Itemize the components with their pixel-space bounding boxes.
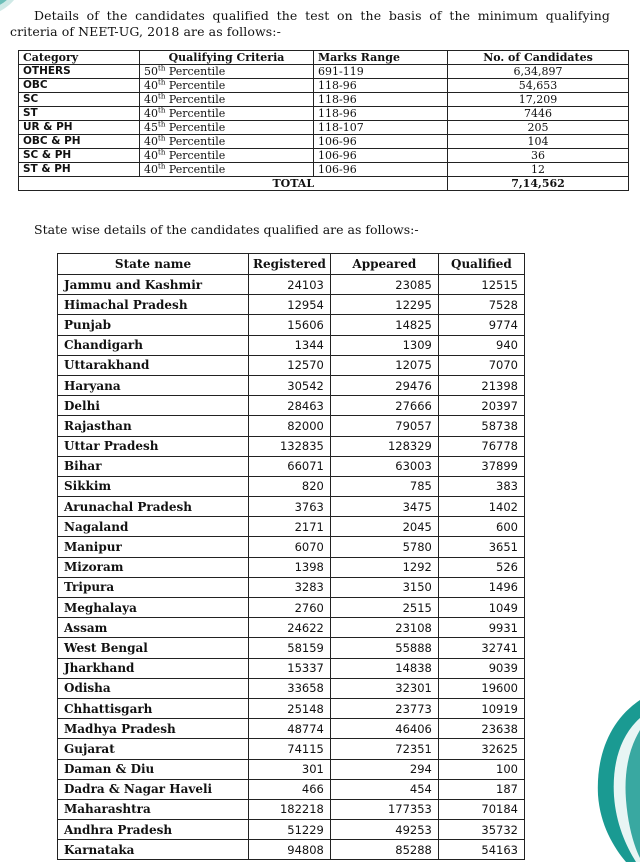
- registered-count: 15337: [249, 658, 331, 678]
- registered-count: 12570: [249, 355, 331, 375]
- qualified-count: 23638: [438, 719, 524, 739]
- appeared-count: 1309: [330, 335, 438, 355]
- appeared-count: 63003: [330, 456, 438, 476]
- header-criteria: Qualifying Criteria: [140, 51, 314, 65]
- state-row: [58, 517, 525, 537]
- registered-count: 33658: [249, 678, 331, 698]
- state-name: Karnataka: [58, 840, 249, 860]
- marks-range: 106-96: [314, 163, 448, 177]
- state-name: Haryana: [58, 375, 249, 395]
- registered-count: 182218: [249, 799, 331, 819]
- qualifying-criteria: [140, 163, 314, 177]
- state-table: [57, 253, 525, 860]
- state-row: [58, 537, 525, 557]
- candidate-count: 12: [448, 163, 629, 177]
- state-name: Chandigarh: [58, 335, 249, 355]
- category-name: ST & PH: [19, 163, 140, 177]
- qualified-count: 19600: [438, 678, 524, 698]
- state-name: Assam: [58, 618, 249, 638]
- qualified-count: 35732: [438, 820, 524, 840]
- criteria-number: 50: [144, 65, 158, 78]
- criteria-number: 40: [144, 163, 158, 176]
- registered-count: 6070: [249, 537, 331, 557]
- qualified-count: 70184: [438, 799, 524, 819]
- header-qualified: Qualified: [438, 254, 524, 275]
- qualified-count: 600: [438, 517, 524, 537]
- criteria-ordinal: th: [158, 64, 166, 73]
- state-name: Madhya Pradesh: [58, 719, 249, 739]
- qualified-count: 1402: [438, 497, 524, 517]
- candidate-count: 17,209: [448, 93, 629, 107]
- criteria-ordinal: th: [158, 78, 166, 87]
- state-name: Himachal Pradesh: [58, 295, 249, 315]
- qualified-count: 940: [438, 335, 524, 355]
- registered-count: 2760: [249, 598, 331, 618]
- criteria-ordinal: th: [158, 148, 166, 157]
- qualified-count: 9931: [438, 618, 524, 638]
- state-name: Arunachal Pradesh: [58, 497, 249, 517]
- qualifying-criteria: [140, 121, 314, 135]
- state-name: Gujarat: [58, 739, 249, 759]
- registered-count: 28463: [249, 396, 331, 416]
- state-name: Sikkim: [58, 476, 249, 496]
- appeared-count: 3150: [330, 577, 438, 597]
- category-name: OBC: [19, 79, 140, 93]
- state-name: Uttar Pradesh: [58, 436, 249, 456]
- appeared-count: 46406: [330, 719, 438, 739]
- appeared-count: 85288: [330, 840, 438, 860]
- header-marks-range: Marks Range: [314, 51, 448, 65]
- state-row: [58, 799, 525, 819]
- marks-range: 118-96: [314, 79, 448, 93]
- appeared-count: 79057: [330, 416, 438, 436]
- qualified-count: 32625: [438, 739, 524, 759]
- appeared-count: 49253: [330, 820, 438, 840]
- appeared-count: 12075: [330, 355, 438, 375]
- appeared-count: 29476: [330, 375, 438, 395]
- category-row: [19, 93, 629, 107]
- candidate-count: 7446: [448, 107, 629, 121]
- state-row: [58, 416, 525, 436]
- total-label: TOTAL: [140, 177, 448, 191]
- registered-count: 820: [249, 476, 331, 496]
- category-row: [19, 121, 629, 135]
- header-category: Category: [19, 51, 140, 65]
- state-row: [58, 355, 525, 375]
- state-name: Maharashtra: [58, 799, 249, 819]
- qualified-count: 1496: [438, 577, 524, 597]
- registered-count: 94808: [249, 840, 331, 860]
- state-name: Manipur: [58, 537, 249, 557]
- qualified-count: 10919: [438, 698, 524, 718]
- registered-count: 24622: [249, 618, 331, 638]
- state-name: Andhra Pradesh: [58, 820, 249, 840]
- category-total-row: [19, 177, 629, 191]
- state-name: Odisha: [58, 678, 249, 698]
- state-row: [58, 577, 525, 597]
- registered-count: 3283: [249, 577, 331, 597]
- criteria-number: 40: [144, 93, 158, 106]
- registered-count: 48774: [249, 719, 331, 739]
- criteria-ordinal: th: [158, 162, 166, 171]
- marks-range: 118-107: [314, 121, 448, 135]
- total-spacer: [19, 177, 140, 191]
- state-name: Punjab: [58, 315, 249, 335]
- state-name: Jharkhand: [58, 658, 249, 678]
- registered-count: 51229: [249, 820, 331, 840]
- qualified-count: 3651: [438, 537, 524, 557]
- state-name: Uttarakhand: [58, 355, 249, 375]
- appeared-count: 294: [330, 759, 438, 779]
- registered-count: 74115: [249, 739, 331, 759]
- state-name: West Bengal: [58, 638, 249, 658]
- category-name: OBC & PH: [19, 135, 140, 149]
- candidate-count: 36: [448, 149, 629, 163]
- registered-count: 2171: [249, 517, 331, 537]
- registered-count: 1344: [249, 335, 331, 355]
- category-row: [19, 163, 629, 177]
- marks-range: 118-96: [314, 93, 448, 107]
- criteria-label: Percentile: [165, 65, 226, 78]
- appeared-count: 23773: [330, 698, 438, 718]
- category-table: [18, 50, 629, 191]
- state-row: [58, 618, 525, 638]
- candidate-count: 205: [448, 121, 629, 135]
- appeared-count: 177353: [330, 799, 438, 819]
- state-name: Nagaland: [58, 517, 249, 537]
- registered-count: 58159: [249, 638, 331, 658]
- appeared-count: 72351: [330, 739, 438, 759]
- qualified-count: 20397: [438, 396, 524, 416]
- appeared-count: 23085: [330, 275, 438, 295]
- state-row: [58, 779, 525, 799]
- category-row: [19, 149, 629, 163]
- criteria-label: Percentile: [165, 121, 226, 134]
- registered-count: 301: [249, 759, 331, 779]
- category-name: ST: [19, 107, 140, 121]
- state-row: [58, 396, 525, 416]
- state-row: [58, 698, 525, 718]
- criteria-number: 45: [144, 121, 158, 134]
- qualified-count: 12515: [438, 275, 524, 295]
- registered-count: 30542: [249, 375, 331, 395]
- state-row: [58, 719, 525, 739]
- qualified-count: 58738: [438, 416, 524, 436]
- criteria-label: Percentile: [165, 79, 226, 92]
- registered-count: 3763: [249, 497, 331, 517]
- qualified-count: 21398: [438, 375, 524, 395]
- state-row: [58, 739, 525, 759]
- qualifying-criteria: [140, 149, 314, 163]
- state-row: [58, 820, 525, 840]
- state-row: [58, 759, 525, 779]
- criteria-number: 40: [144, 79, 158, 92]
- appeared-count: 785: [330, 476, 438, 496]
- state-row: [58, 335, 525, 355]
- criteria-ordinal: th: [158, 134, 166, 143]
- header-appeared: Appeared: [330, 254, 438, 275]
- criteria-label: Percentile: [165, 93, 226, 106]
- appeared-count: 14838: [330, 658, 438, 678]
- state-name: Tripura: [58, 577, 249, 597]
- qualified-count: 7528: [438, 295, 524, 315]
- criteria-ordinal: th: [158, 120, 166, 129]
- registered-count: 466: [249, 779, 331, 799]
- state-table-header: [58, 254, 525, 275]
- state-row: [58, 295, 525, 315]
- state-row: [58, 436, 525, 456]
- criteria-number: 40: [144, 149, 158, 162]
- state-row: [58, 840, 525, 860]
- marks-range: 106-96: [314, 135, 448, 149]
- state-name: Jammu and Kashmir: [58, 275, 249, 295]
- appeared-count: 5780: [330, 537, 438, 557]
- corner-ribbon-decoration: [580, 700, 640, 862]
- qualifying-criteria: [140, 65, 314, 79]
- appeared-count: 454: [330, 779, 438, 799]
- registered-count: 66071: [249, 456, 331, 476]
- state-name: Rajasthan: [58, 416, 249, 436]
- category-table-header: [19, 51, 629, 65]
- appeared-count: 32301: [330, 678, 438, 698]
- state-row: [58, 375, 525, 395]
- state-row: [58, 678, 525, 698]
- qualified-count: 526: [438, 557, 524, 577]
- candidate-count: 6,34,897: [448, 65, 629, 79]
- state-row: [58, 315, 525, 335]
- appeared-count: 2045: [330, 517, 438, 537]
- category-name: OTHERS: [19, 65, 140, 79]
- qualified-count: 187: [438, 779, 524, 799]
- state-name: Daman & Diu: [58, 759, 249, 779]
- category-name: SC: [19, 93, 140, 107]
- state-name: Delhi: [58, 396, 249, 416]
- registered-count: 132835: [249, 436, 331, 456]
- marks-range: 118-96: [314, 107, 448, 121]
- appeared-count: 128329: [330, 436, 438, 456]
- registered-count: 24103: [249, 275, 331, 295]
- qualifying-criteria: [140, 107, 314, 121]
- state-intro: State wise details of the candidates qualified are as follows:-: [34, 222, 419, 237]
- state-row: [58, 598, 525, 618]
- category-row: [19, 107, 629, 121]
- marks-range: 106-96: [314, 149, 448, 163]
- marks-range: 691-119: [314, 65, 448, 79]
- state-row: [58, 638, 525, 658]
- qualifying-criteria: [140, 93, 314, 107]
- appeared-count: 12295: [330, 295, 438, 315]
- qualified-count: 54163: [438, 840, 524, 860]
- appeared-count: 23108: [330, 618, 438, 638]
- qualified-count: 7070: [438, 355, 524, 375]
- state-row: [58, 476, 525, 496]
- criteria-label: Percentile: [165, 163, 226, 176]
- criteria-ordinal: th: [158, 106, 166, 115]
- state-row: [58, 456, 525, 476]
- criteria-label: Percentile: [165, 149, 226, 162]
- qualified-count: 9039: [438, 658, 524, 678]
- category-name: SC & PH: [19, 149, 140, 163]
- appeared-count: 14825: [330, 315, 438, 335]
- candidate-count: 104: [448, 135, 629, 149]
- category-row: [19, 135, 629, 149]
- criteria-label: Percentile: [165, 135, 226, 148]
- criteria-ordinal: th: [158, 92, 166, 101]
- state-name: Bihar: [58, 456, 249, 476]
- state-name: Chhattisgarh: [58, 698, 249, 718]
- qualifying-criteria: [140, 135, 314, 149]
- registered-count: 1398: [249, 557, 331, 577]
- category-name: UR & PH: [19, 121, 140, 135]
- criteria-label: Percentile: [165, 107, 226, 120]
- qualified-count: 100: [438, 759, 524, 779]
- qualified-count: 37899: [438, 456, 524, 476]
- state-row: [58, 275, 525, 295]
- category-row: [19, 79, 629, 93]
- state-name: Dadra & Nagar Haveli: [58, 779, 249, 799]
- candidate-count: 54,653: [448, 79, 629, 93]
- qualified-count: 1049: [438, 598, 524, 618]
- appeared-count: 2515: [330, 598, 438, 618]
- total-value: 7,14,562: [448, 177, 629, 191]
- appeared-count: 55888: [330, 638, 438, 658]
- category-row: [19, 65, 629, 79]
- header-candidates: No. of Candidates: [448, 51, 629, 65]
- qualified-count: 9774: [438, 315, 524, 335]
- header-registered: Registered: [249, 254, 331, 275]
- state-row: [58, 497, 525, 517]
- registered-count: 12954: [249, 295, 331, 315]
- registered-count: 25148: [249, 698, 331, 718]
- intro-paragraph: Details of the candidates qualified the test on the basis of the minimum qualifying criteria of NEET-UG, 2018 are as follows:-: [10, 8, 610, 39]
- state-row: [58, 557, 525, 577]
- registered-count: 15606: [249, 315, 331, 335]
- appeared-count: 3475: [330, 497, 438, 517]
- criteria-number: 40: [144, 135, 158, 148]
- header-state-name: State name: [58, 254, 249, 275]
- appeared-count: 1292: [330, 557, 438, 577]
- qualified-count: 383: [438, 476, 524, 496]
- appeared-count: 27666: [330, 396, 438, 416]
- qualifying-criteria: [140, 79, 314, 93]
- registered-count: 82000: [249, 416, 331, 436]
- state-name: Meghalaya: [58, 598, 249, 618]
- qualified-count: 32741: [438, 638, 524, 658]
- state-row: [58, 658, 525, 678]
- qualified-count: 76778: [438, 436, 524, 456]
- criteria-number: 40: [144, 107, 158, 120]
- state-name: Mizoram: [58, 557, 249, 577]
